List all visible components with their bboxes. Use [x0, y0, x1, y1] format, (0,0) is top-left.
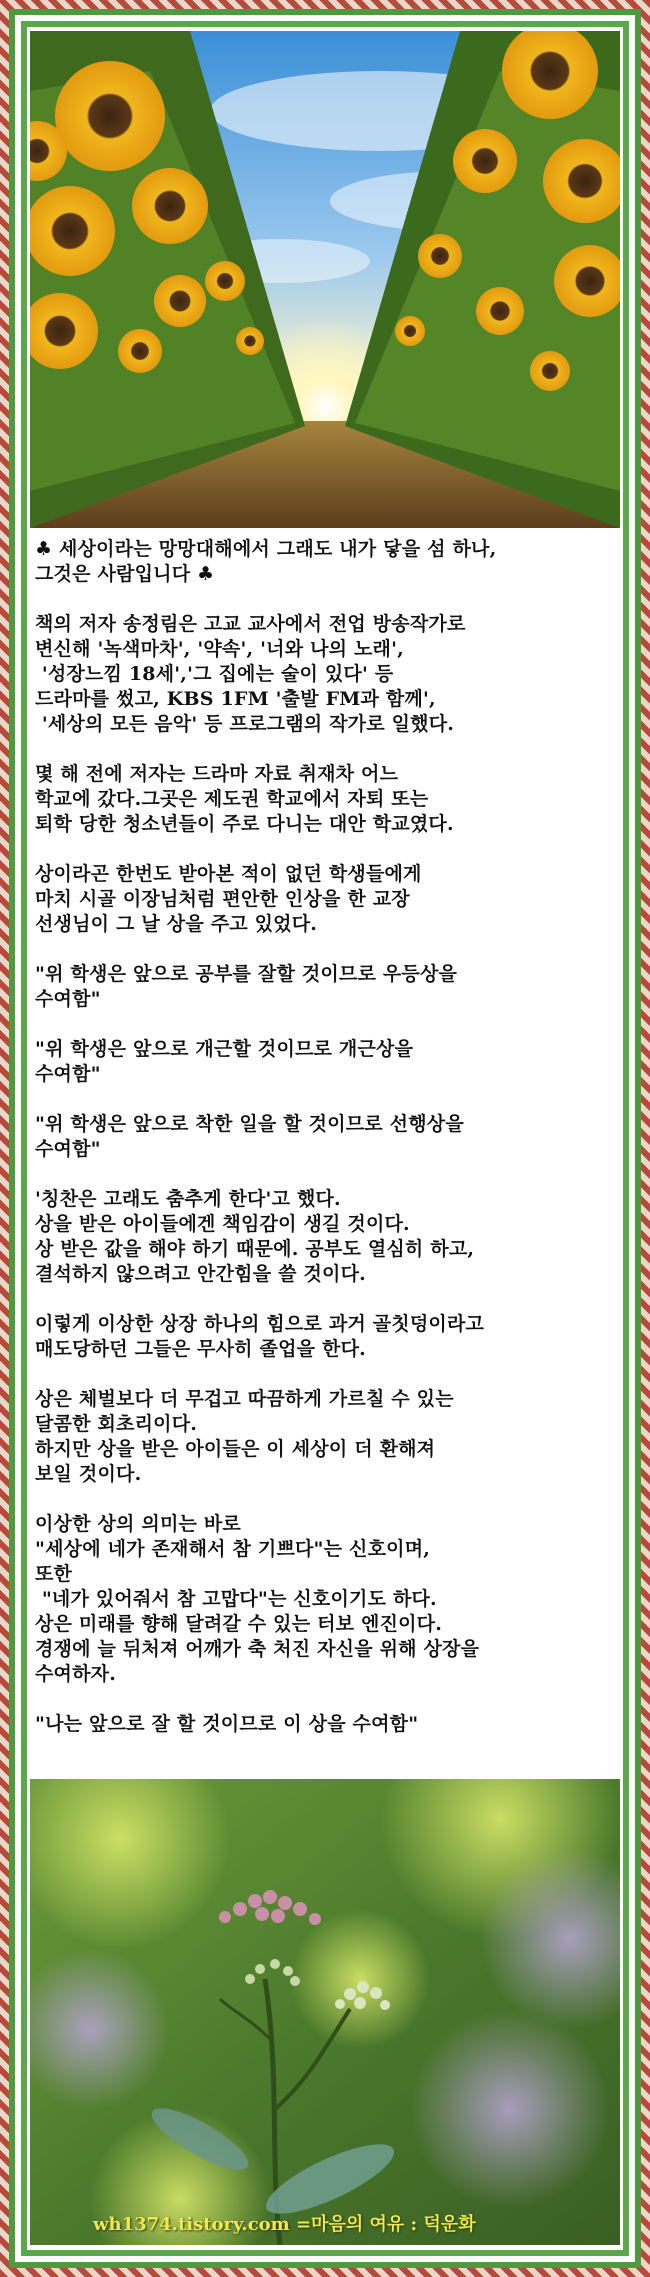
text-line: 달콤한 회초리이다.	[35, 1413, 198, 1435]
text-line: 상이라곤 한번도 받아본 적이 없던 학생들에게	[35, 863, 422, 885]
paragraph	[35, 612, 615, 737]
text-line: 수여함"	[35, 988, 101, 1010]
paragraph	[35, 762, 615, 837]
text-line: 수여함"	[35, 1063, 101, 1085]
paragraph	[35, 862, 615, 937]
paragraph	[35, 1312, 615, 1362]
text-line: 상은 미래를 향해 달려갈 수 있는 터보 엔진이다.	[35, 1613, 443, 1635]
text-line: 변신해 '녹색마차', '약속', '너와 나의 노래',	[35, 638, 404, 660]
post-content	[27, 27, 623, 2250]
text-line: 상을 받은 아이들에겐 책임감이 생길 것이다.	[35, 1213, 410, 1235]
text-line: 책의 저자 송정림은 고교 교사에서 전업 방송작가로	[35, 613, 466, 635]
text-line: "나는 앞으로 잘 할 것이므로 이 상을 수여함"	[35, 1713, 419, 1735]
text-line: '칭찬은 고래도 춤추게 한다'고 했다.	[35, 1188, 341, 1210]
paragraph	[35, 1037, 615, 1087]
text-line: 수여하자.	[35, 1663, 117, 1685]
text-line: 상은 체벌보다 더 무겁고 따끔하게 가르칠 수 있는	[35, 1388, 454, 1410]
paragraph	[35, 1112, 615, 1162]
paragraph	[35, 1512, 615, 1687]
text-line: 보일 것이다.	[35, 1463, 142, 1485]
text-line: 학교에 갔다.그곳은 제도권 학교에서 자퇴 또는	[35, 788, 429, 810]
text-line: 수여함"	[35, 1138, 101, 1160]
header-line-1: ♣ 세상이라는 망망대해에서 그래도 내가 닿을 섬 하나,	[35, 538, 497, 560]
text-line: 퇴학 당한 청소년들이 주로 다니는 대안 학교였다.	[35, 813, 454, 835]
text-line: 하지만 상을 받은 아이들은 이 세상이 더 환해져	[35, 1438, 436, 1460]
text-line: 이상한 상의 의미는 바로	[35, 1513, 241, 1535]
text-line: 경쟁에 늘 뒤처져 어깨가 축 처진 자신을 위해 상장을	[35, 1638, 480, 1660]
wildflower-image	[30, 1779, 620, 2245]
text-line: '세상의 모든 음악' 등 프로그램의 작가로 일했다.	[35, 713, 455, 735]
paragraph	[35, 962, 615, 1012]
paragraph	[35, 1712, 615, 1737]
text-line: "위 학생은 앞으로 공부를 잘할 것이므로 우등상을	[35, 963, 458, 985]
text-line: 또한	[35, 1563, 73, 1585]
sunflower-field-image	[30, 31, 620, 528]
text-line: 드라마를 썼고, KBS 1FM '출발 FM과 함께',	[35, 688, 436, 710]
text-line: 상 받은 값을 해야 하기 때문에. 공부도 열심히 하고,	[35, 1238, 475, 1260]
paragraph	[35, 1387, 615, 1487]
text-line: 매도당하던 그들은 무사히 졸업을 한다.	[35, 1338, 366, 1360]
text-line: 선생님이 그 날 상을 주고 있었다.	[35, 913, 318, 935]
text-line: "위 학생은 앞으로 개근할 것이므로 개근상을	[35, 1038, 414, 1060]
header-line-2: 그것은 사람입니다 ♣	[35, 563, 215, 585]
text-line: "세상에 네가 존재해서 참 기쁘다"는 신호이며,	[35, 1538, 431, 1560]
text-line: '성장느낌 18세','그 집에는 술이 있다' 등	[35, 663, 394, 685]
text-line: 이렇게 이상한 상장 하나의 힘으로 과거 골칫덩이라고	[35, 1313, 485, 1335]
text-line: "네가 있어줘서 참 고맙다"는 신호이기도 하다.	[35, 1588, 437, 1610]
text-line: 몇 해 전에 저자는 드라마 자료 취재차 어느	[35, 763, 399, 785]
article-text	[35, 537, 615, 1762]
text-line: 마치 시골 이장님처럼 편안한 인상을 한 교장	[35, 888, 410, 910]
blog-caption: wh1374.tistory.com =마음의 여유 : 덕운화	[93, 2214, 476, 2235]
text-line: 결석하지 않으려고 안간힘을 쓸 것이다.	[35, 1263, 366, 1285]
paragraph	[35, 1187, 615, 1287]
text-line: "위 학생은 앞으로 착한 일을 할 것이므로 선행상을	[35, 1113, 464, 1135]
header-line	[35, 537, 615, 587]
